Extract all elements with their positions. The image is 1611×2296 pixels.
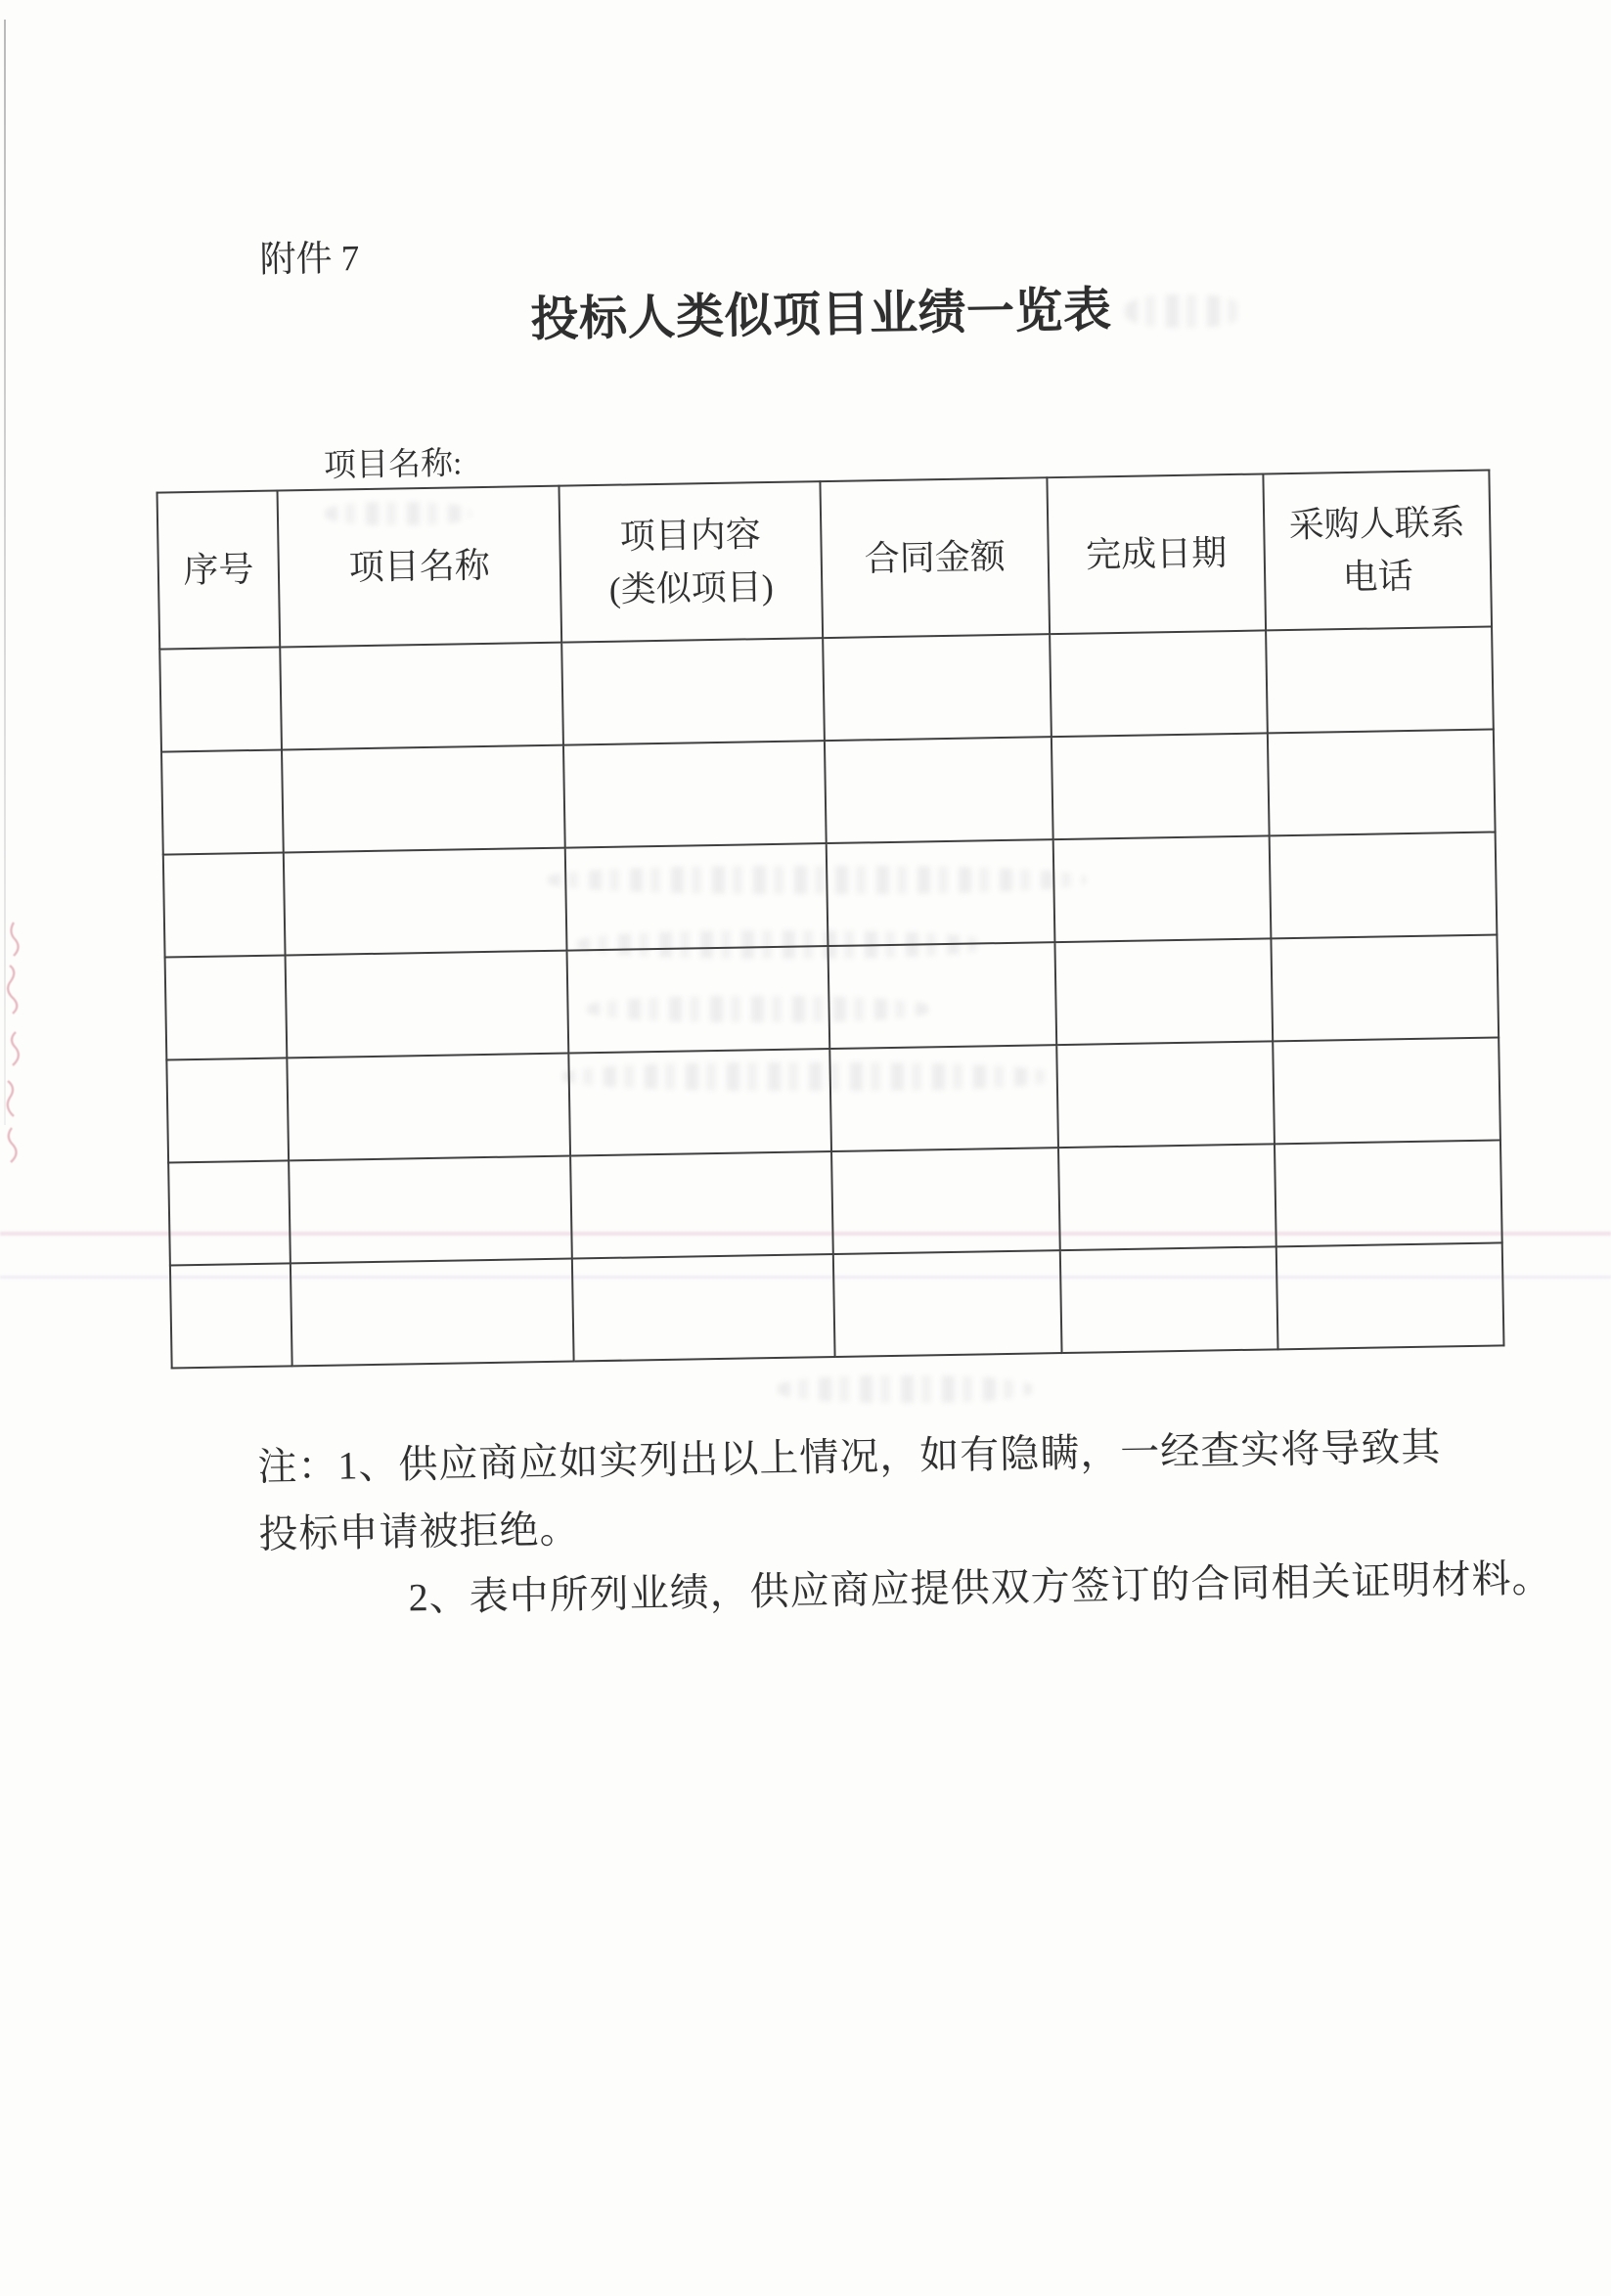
table-cell [828,942,1056,1049]
table-cell [165,955,288,1059]
table-cell [1056,1041,1275,1148]
table-cell [286,951,569,1058]
table-body [159,627,1503,1369]
note-line-1: 注：1、供应商应如实列出以上情况，如有隐瞒，一经查实将导致其 [257,1424,1442,1490]
table-cell [563,741,827,848]
table-cell [161,749,284,854]
table-cell [827,839,1055,946]
table-cell [282,745,565,853]
table-cell [568,1049,831,1156]
table-cell [1052,733,1270,839]
table-cell [168,1160,291,1265]
header-label: 合同金额 [864,536,1007,579]
table-cell [1058,1144,1276,1250]
note-line-3: 2、表中所列业绩，供应商应提供双方签订的合同相关证明材料。 [408,1555,1552,1620]
header-completion-date [1047,473,1266,634]
header-label: 序号 [183,549,254,591]
table-cell [565,843,828,951]
table-cell [1275,1140,1502,1246]
table-cell [166,1058,289,1162]
project-name-label: 项目名称: [323,446,463,484]
header-label: 项目名称 [348,545,491,588]
attachment-label: 附件 7 [259,239,360,281]
table-header-row [157,471,1493,650]
table-cell [831,1148,1060,1254]
table-cell [1268,730,1496,836]
note-line-2: 投标申请被拒绝。 [258,1507,580,1556]
table-cell [567,946,830,1054]
header-contract-amount [820,477,1050,638]
table-cell [1060,1246,1278,1353]
table-cell [1273,1037,1500,1144]
table-cell [1271,934,1499,1041]
table-cell [1053,835,1272,942]
table-cell [829,1045,1058,1151]
header-project-name [278,486,562,648]
header-label-line-1: 项目内容 [619,515,762,557]
table-cell [1266,627,1494,734]
table-cell [159,648,282,752]
table-cell [570,1151,833,1259]
table-cell [572,1254,835,1362]
table-cell [825,737,1053,843]
header-serial-number [157,491,281,650]
table-cell [170,1263,292,1368]
header-purchaser-phone [1263,471,1492,631]
table-cell [287,1054,570,1161]
table-cell [833,1250,1062,1357]
header-label-line-2: 电话 [1342,556,1413,598]
table-cell [291,1259,574,1367]
header-label-line-2: (类似项目) [608,566,775,609]
header-project-content [559,481,823,642]
table-cell [1050,630,1268,737]
table-cell [1276,1242,1504,1349]
table-cell [280,643,563,750]
table-cell [1054,938,1273,1045]
header-label: 完成日期 [1085,533,1228,575]
table-cell [561,638,825,745]
table-cell [163,852,286,957]
table-cell [1270,832,1498,938]
table-cell [289,1156,572,1264]
header-label-line-1: 采购人联系 [1288,502,1466,546]
table-cell [284,848,567,956]
table-row [170,1242,1504,1368]
performance-table [157,470,1505,1370]
document-title: 投标人类似项目业绩一览表 [530,283,1112,347]
table-cell [823,634,1052,741]
